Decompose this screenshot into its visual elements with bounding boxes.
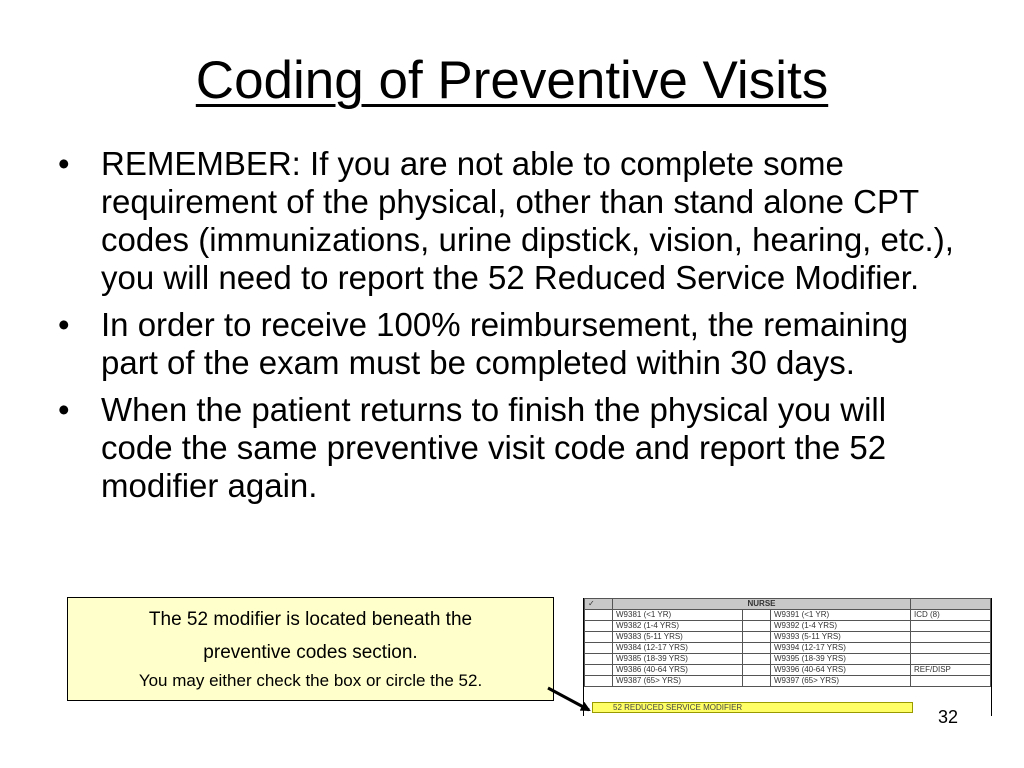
- bullet-text: When the patient returns to finish the physical you will code the same preventive visit code and report the 52 modifier again.: [101, 391, 887, 504]
- side-cell: REF/DISP: [911, 665, 991, 676]
- bullet-list: [56, 145, 966, 514]
- table-header-row: [585, 599, 991, 610]
- code-cell: W9397 (65> YRS): [771, 676, 911, 687]
- table-row: [585, 621, 991, 632]
- side-cell: [911, 621, 991, 632]
- reduced-service-modifier-row[interactable]: 52 REDUCED SERVICE MODIFIER: [592, 702, 913, 713]
- callout-box: [67, 597, 554, 701]
- nurse-header: NURSE: [613, 599, 911, 610]
- code-cell: W9384 (12-17 YRS): [613, 643, 743, 654]
- checkbox-cell[interactable]: [585, 610, 613, 621]
- code-cell: W9395 (18-39 YRS): [771, 654, 911, 665]
- checkbox-cell[interactable]: [585, 676, 613, 687]
- code-cell: W9391 (<1 YR): [771, 610, 911, 621]
- code-cell: W9386 (40-64 YRS): [613, 665, 743, 676]
- encounter-form-excerpt: [583, 598, 992, 716]
- code-cell: W9387 (65> YRS): [613, 676, 743, 687]
- callout-line-2: preventive codes section.: [203, 642, 418, 663]
- table-row: [585, 610, 991, 621]
- code-cell: W9396 (40-64 YRS): [771, 665, 911, 676]
- check-column-header: ✓: [585, 599, 613, 610]
- bullet-glyph: •: [58, 391, 70, 428]
- checkbox-cell[interactable]: [585, 621, 613, 632]
- side-cell: [911, 643, 991, 654]
- checkbox-cell[interactable]: [743, 621, 771, 632]
- checkbox-cell[interactable]: [743, 632, 771, 643]
- bullet-text: REMEMBER: If you are not able to complete some requirement of the physical, other than stand alone CPT codes (immunizations, urine dipstick, vision, hearing, etc.), you will need to report the 52 Reduced Service Modifier.: [101, 145, 954, 296]
- code-cell: W9394 (12-17 YRS): [771, 643, 911, 654]
- checkbox-cell[interactable]: [743, 676, 771, 687]
- checkbox-cell[interactable]: [743, 654, 771, 665]
- checkbox-cell[interactable]: [585, 665, 613, 676]
- side-header: [911, 599, 991, 610]
- side-cell: [911, 654, 991, 665]
- code-cell: W9381 (<1 YR): [613, 610, 743, 621]
- checkbox-cell[interactable]: [743, 665, 771, 676]
- bullet-glyph: •: [58, 145, 70, 182]
- code-cell: W9385 (18-39 YRS): [613, 654, 743, 665]
- table-row: [585, 632, 991, 643]
- code-cell: W9393 (5-11 YRS): [771, 632, 911, 643]
- code-cell: W9382 (1-4 YRS): [613, 621, 743, 632]
- table-row: [585, 676, 991, 687]
- checkbox-cell[interactable]: [585, 632, 613, 643]
- side-cell: ICD (8): [911, 610, 991, 621]
- checkbox-cell[interactable]: [743, 610, 771, 621]
- bullet-item: [56, 391, 966, 505]
- checkbox-cell[interactable]: [585, 643, 613, 654]
- side-cell: [911, 676, 991, 687]
- table-row: [585, 654, 991, 665]
- bullet-text: In order to receive 100% reimbursement, the remaining part of the exam must be completed within 30 days.: [101, 306, 909, 381]
- bullet-item: [56, 306, 966, 382]
- table-row: [585, 643, 991, 654]
- slide-title: Coding of Preventive Visits: [195, 51, 829, 110]
- table-row: [585, 665, 991, 676]
- preventive-codes-table: [584, 598, 991, 687]
- side-cell: [911, 632, 991, 643]
- code-cell: W9383 (5-11 YRS): [613, 632, 743, 643]
- checkbox-cell[interactable]: [585, 654, 613, 665]
- callout-line-1: The 52 modifier is located beneath the: [148, 609, 473, 630]
- checkbox-cell[interactable]: [743, 643, 771, 654]
- bullet-item: [56, 145, 966, 297]
- bullet-glyph: •: [58, 306, 70, 343]
- callout-line-3: You may either check the box or circle the 52.: [138, 671, 483, 690]
- code-cell: W9392 (1-4 YRS): [771, 621, 911, 632]
- slide-number: 32: [938, 707, 959, 727]
